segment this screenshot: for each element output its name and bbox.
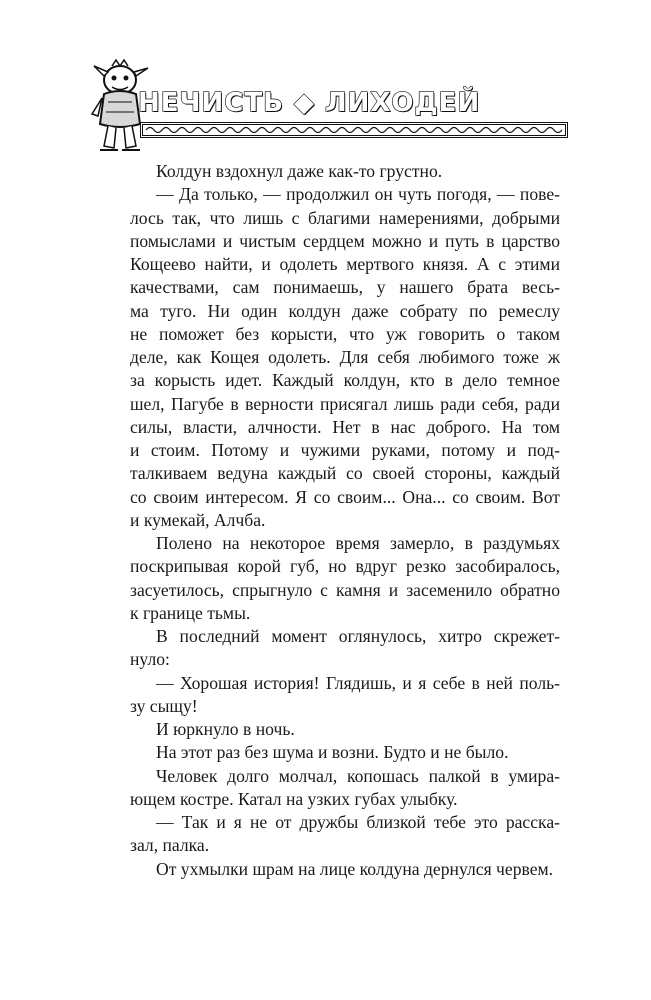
text-line: На этот раз без шума и возни. Будто и не было.	[156, 742, 509, 763]
page-body-text	[130, 160, 560, 881]
text-line: В последний момент оглянулось, хитро скрежет-	[156, 626, 560, 646]
text-line: Полено на некоторое время замерло, в раздумьях	[156, 533, 560, 553]
text-line: ющем костре. Катал на узких губах улыбку.	[130, 788, 458, 809]
paragraph	[130, 741, 560, 764]
paragraph	[130, 625, 560, 672]
text-line: Колдун вздохнул даже как-то грустно.	[156, 161, 443, 181]
text-line: засуетилось, спрыгнуло с камня и засеменило обратно	[130, 579, 560, 600]
text-line: за корысть идет. Каждый колдун, кто в дело темное	[130, 370, 560, 391]
paragraph	[130, 532, 560, 625]
text-line: силы, власти, алчности. Нет в нас доброго. На том	[130, 416, 560, 437]
text-line: Кощеево найти, и одолеть мертвого князя. А с этими	[130, 254, 560, 274]
text-line: Человек долго молчал, копошась палкой в умира-	[156, 765, 560, 786]
paragraph	[130, 858, 560, 881]
paragraph	[130, 183, 560, 532]
text-line: зу сыщу!	[130, 695, 198, 716]
paragraph	[130, 160, 560, 183]
text-line: деле, как Кощея одолеть. Для себя любимого тоже ж	[130, 347, 560, 367]
text-line: зал, палка.	[130, 835, 210, 856]
paragraph	[130, 811, 560, 858]
series-title: НЕЧИСТЬ ◆ ЛИХОДЕЙ	[138, 88, 481, 118]
text-line: к границе тьмы.	[130, 602, 251, 623]
text-line: нуло:	[130, 649, 170, 670]
paragraph	[130, 718, 560, 741]
text-line: помыслами и чистым сердцем можно и путь в царство	[130, 230, 560, 251]
text-line: и кумекай, Алчба.	[130, 509, 266, 530]
text-line: лось так, что лишь с благими намерениями, добрыми	[130, 207, 560, 228]
text-line: ма туго. Ни один колдун даже собрату по ремеслу	[130, 300, 560, 321]
text-line: И юркнуло в ночь.	[156, 719, 295, 739]
text-line: качествами, сам понимаешь, у нашего брата весь-	[130, 277, 560, 298]
paragraph	[130, 765, 560, 812]
running-header	[90, 58, 570, 158]
text-line: и стоим. Потому и чужими руками, потому и под-	[130, 440, 560, 460]
text-line: со своим интересом. Я со своим... Она... со своим. Вот	[130, 486, 560, 507]
text-line: — Так и я не от дружбы близкой тебе это расска-	[156, 812, 560, 832]
ornamental-border-icon	[140, 122, 568, 138]
text-line: От ухмылки шрам на лице колдуна дернулся червем.	[156, 858, 554, 879]
text-line: — Да только, — продолжил он чуть погодя, — пове-	[156, 184, 560, 205]
text-line: — Хорошая история! Глядишь, и я себе в ней поль-	[156, 672, 560, 693]
text-line: не поможет без корысти, что уж говорить о таком	[130, 323, 560, 344]
text-line: шел, Пагубе в верности присягал лишь ради себя, ради	[130, 393, 560, 414]
paragraph	[130, 672, 560, 719]
text-line: поскрипывая корой губ, но вдруг резко засобиралось,	[130, 556, 560, 577]
text-line: талкиваем ведуна каждый со своей стороны, каждый	[130, 463, 560, 484]
